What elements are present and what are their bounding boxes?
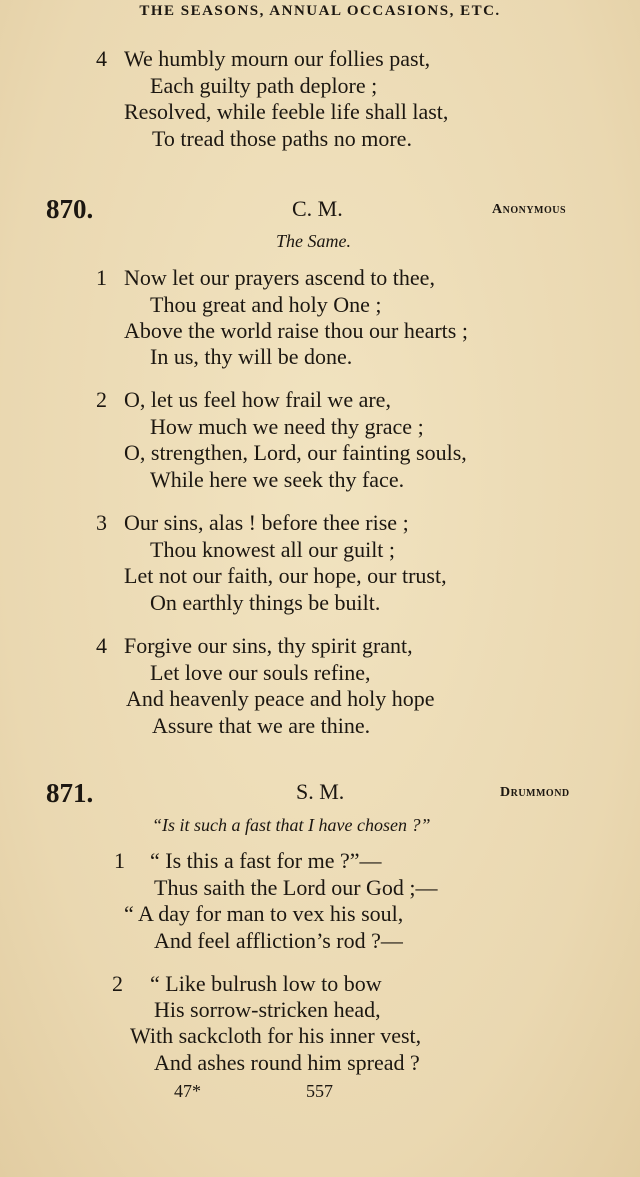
- verse-line: Forgive our sins, thy spirit grant,: [124, 633, 413, 658]
- verse-line: “ Like bulrush low to bow: [150, 971, 382, 996]
- hymn-meter: C. M.: [292, 196, 343, 221]
- stanza-number: 4: [96, 46, 107, 71]
- verse-line: Thou knowest all our guilt ;: [150, 537, 396, 562]
- verse-line: And feel affliction’s rod ?—: [154, 928, 403, 953]
- verse-line: And heavenly peace and holy hope: [126, 686, 435, 711]
- hymn-author: Drummond: [500, 785, 570, 800]
- hymn-subtitle: “Is it such a fast that I have chosen ?”: [152, 815, 431, 835]
- stanza-number: 2: [112, 971, 123, 996]
- stanza-number: 3: [96, 510, 107, 535]
- verse-line: Thus saith the Lord our God ;—: [154, 875, 438, 900]
- verse-line: Each guilty path deplore ;: [150, 73, 378, 98]
- verse-line: Now let our prayers ascend to thee,: [124, 265, 435, 290]
- verse-line: “ Is this a fast for me ?”—: [150, 848, 382, 873]
- verse-line: While here we seek thy face.: [150, 467, 405, 492]
- verse-line: On earthly things be built.: [150, 590, 381, 615]
- verse-line: Above the world raise thou our hearts ;: [124, 318, 468, 343]
- verse-line: Let not our faith, our hope, our trust,: [124, 563, 447, 588]
- page-number: 557: [306, 1081, 333, 1101]
- verse-line: His sorrow-stricken head,: [154, 997, 381, 1022]
- hymn-subtitle: The Same.: [276, 231, 351, 251]
- verse-line: O, let us feel how frail we are,: [124, 387, 391, 412]
- verse-line: Let love our souls refine,: [150, 660, 371, 685]
- stanza-number: 2: [96, 387, 107, 412]
- verse-line: Resolved, while feeble life shall last,: [124, 99, 449, 124]
- verse-line: To tread those paths no more.: [152, 126, 412, 151]
- stanza-number: 4: [96, 633, 107, 658]
- hymn-meter: S. M.: [296, 779, 345, 804]
- verse-line: How much we need thy grace ;: [150, 414, 424, 439]
- hymn-number: 871.: [46, 778, 94, 808]
- verse-line: “ A day for man to vex his soul,: [124, 901, 404, 926]
- stanza-number: 1: [114, 848, 125, 873]
- verse-line: O, strengthen, Lord, our fainting souls,: [124, 440, 467, 465]
- stanza-number: 1: [96, 265, 107, 290]
- verse-line: We humbly mourn our follies past,: [124, 46, 431, 71]
- verse-line: In us, thy will be done.: [150, 344, 353, 369]
- verse-line: Assure that we are thine.: [152, 713, 371, 738]
- verse-line: Our sins, alas ! before thee rise ;: [124, 510, 409, 535]
- hymn-number: 870.: [46, 194, 94, 224]
- verse-line: With sackcloth for his inner vest,: [130, 1023, 422, 1048]
- running-head: THE SEASONS, ANNUAL OCCASIONS, ETC.: [139, 3, 501, 19]
- hymn-author: Anonymous: [492, 202, 567, 217]
- signature-mark: 47*: [174, 1081, 201, 1101]
- verse-line: Thou great and holy One ;: [150, 292, 382, 317]
- verse-line: And ashes round him spread ?: [154, 1050, 420, 1075]
